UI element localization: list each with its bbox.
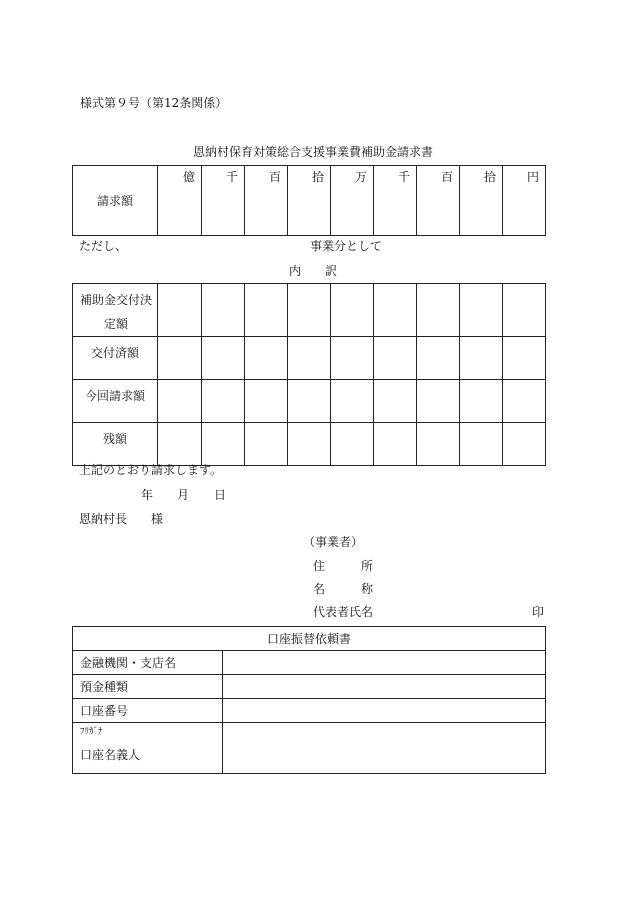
cell[interactable] [417,284,460,337]
digit-cell[interactable]: 万 [331,166,374,236]
addressee: 恩納村長 様 [79,512,164,526]
digit-cell[interactable]: 拾 [288,166,331,236]
digit-cell[interactable]: 拾 [460,166,503,236]
cell[interactable] [288,423,331,466]
cell[interactable] [202,337,245,380]
digit-cell[interactable]: 百 [417,166,460,236]
cell[interactable] [158,284,202,337]
cell[interactable] [374,380,417,423]
document-title: 恩納村保育対策総合支援事業費補助金請求書 [193,145,434,159]
bank-transfer-table [72,626,546,774]
digit-cell[interactable]: 百 [245,166,288,236]
row-label-decided: 補助金交付決定額 [73,284,158,337]
cell[interactable] [288,380,331,423]
cell[interactable] [288,284,331,337]
cell[interactable] [202,423,245,466]
digit-cell[interactable]: 億 [158,166,202,236]
cell[interactable] [503,337,546,380]
account-number-input[interactable] [223,699,546,723]
cell[interactable] [331,380,374,423]
cell[interactable] [374,423,417,466]
cell[interactable] [503,423,546,466]
statement: 上記のとおり請求します。 [79,463,223,477]
cell[interactable] [245,284,288,337]
row-label-current: 今回請求額 [73,380,158,423]
date-day: 日 [214,488,227,502]
account-holder-label: 口座名義人 [80,748,141,762]
cell[interactable] [460,380,503,423]
cell[interactable] [331,423,374,466]
seal-mark: 印 [532,605,545,619]
cell[interactable] [417,337,460,380]
breakdown-heading: 内 訳 [289,264,338,278]
bank-heading: 口座振替依頼書 [73,627,546,651]
cell[interactable] [158,337,202,380]
cell[interactable] [202,284,245,337]
cell[interactable] [245,380,288,423]
cell[interactable] [245,423,288,466]
cell[interactable] [374,284,417,337]
form-number: 様式第９号（第12条関係） [80,96,228,110]
account-holder-cell [73,723,223,774]
proviso-prefix: ただし、 [79,239,128,253]
applicant-heading: （事業者） [303,535,364,549]
digit-cell[interactable]: 千 [374,166,417,236]
row-label-paid: 交付済額 [73,337,158,380]
proviso-suffix: 事業分として [310,239,383,253]
cell[interactable] [503,284,546,337]
account-number-label: 口座番号 [73,699,223,723]
cell[interactable] [417,423,460,466]
cell[interactable] [460,284,503,337]
row-label-remaining: 残額 [73,423,158,466]
cell[interactable] [460,423,503,466]
representative-label: 代表者氏名 [313,605,374,619]
digit-cell[interactable]: 円 [503,166,546,236]
cell[interactable] [331,337,374,380]
deposit-type-input[interactable] [223,675,546,699]
furigana-label: ﾌﾘｶﾞﾅ [80,727,103,737]
cell[interactable] [374,337,417,380]
cell[interactable] [503,380,546,423]
address-label: 住 所 [313,559,374,573]
bank-branch-label: 金融機関・支店名 [73,651,223,675]
cell[interactable] [460,337,503,380]
date-month: 月 [177,488,190,502]
cell[interactable] [288,337,331,380]
amount-table [72,165,546,236]
cell[interactable] [417,380,460,423]
name-label: 名 称 [313,582,374,596]
cell[interactable] [202,380,245,423]
amount-label: 請求額 [73,166,158,236]
cell[interactable] [158,380,202,423]
digit-cell[interactable]: 千 [202,166,245,236]
deposit-type-label: 預金種類 [73,675,223,699]
cell[interactable] [245,337,288,380]
date-year: 年 [141,488,154,502]
bank-branch-input[interactable] [223,651,546,675]
breakdown-table [72,283,546,466]
cell[interactable] [331,284,374,337]
cell[interactable] [158,423,202,466]
account-holder-input[interactable] [223,723,546,774]
